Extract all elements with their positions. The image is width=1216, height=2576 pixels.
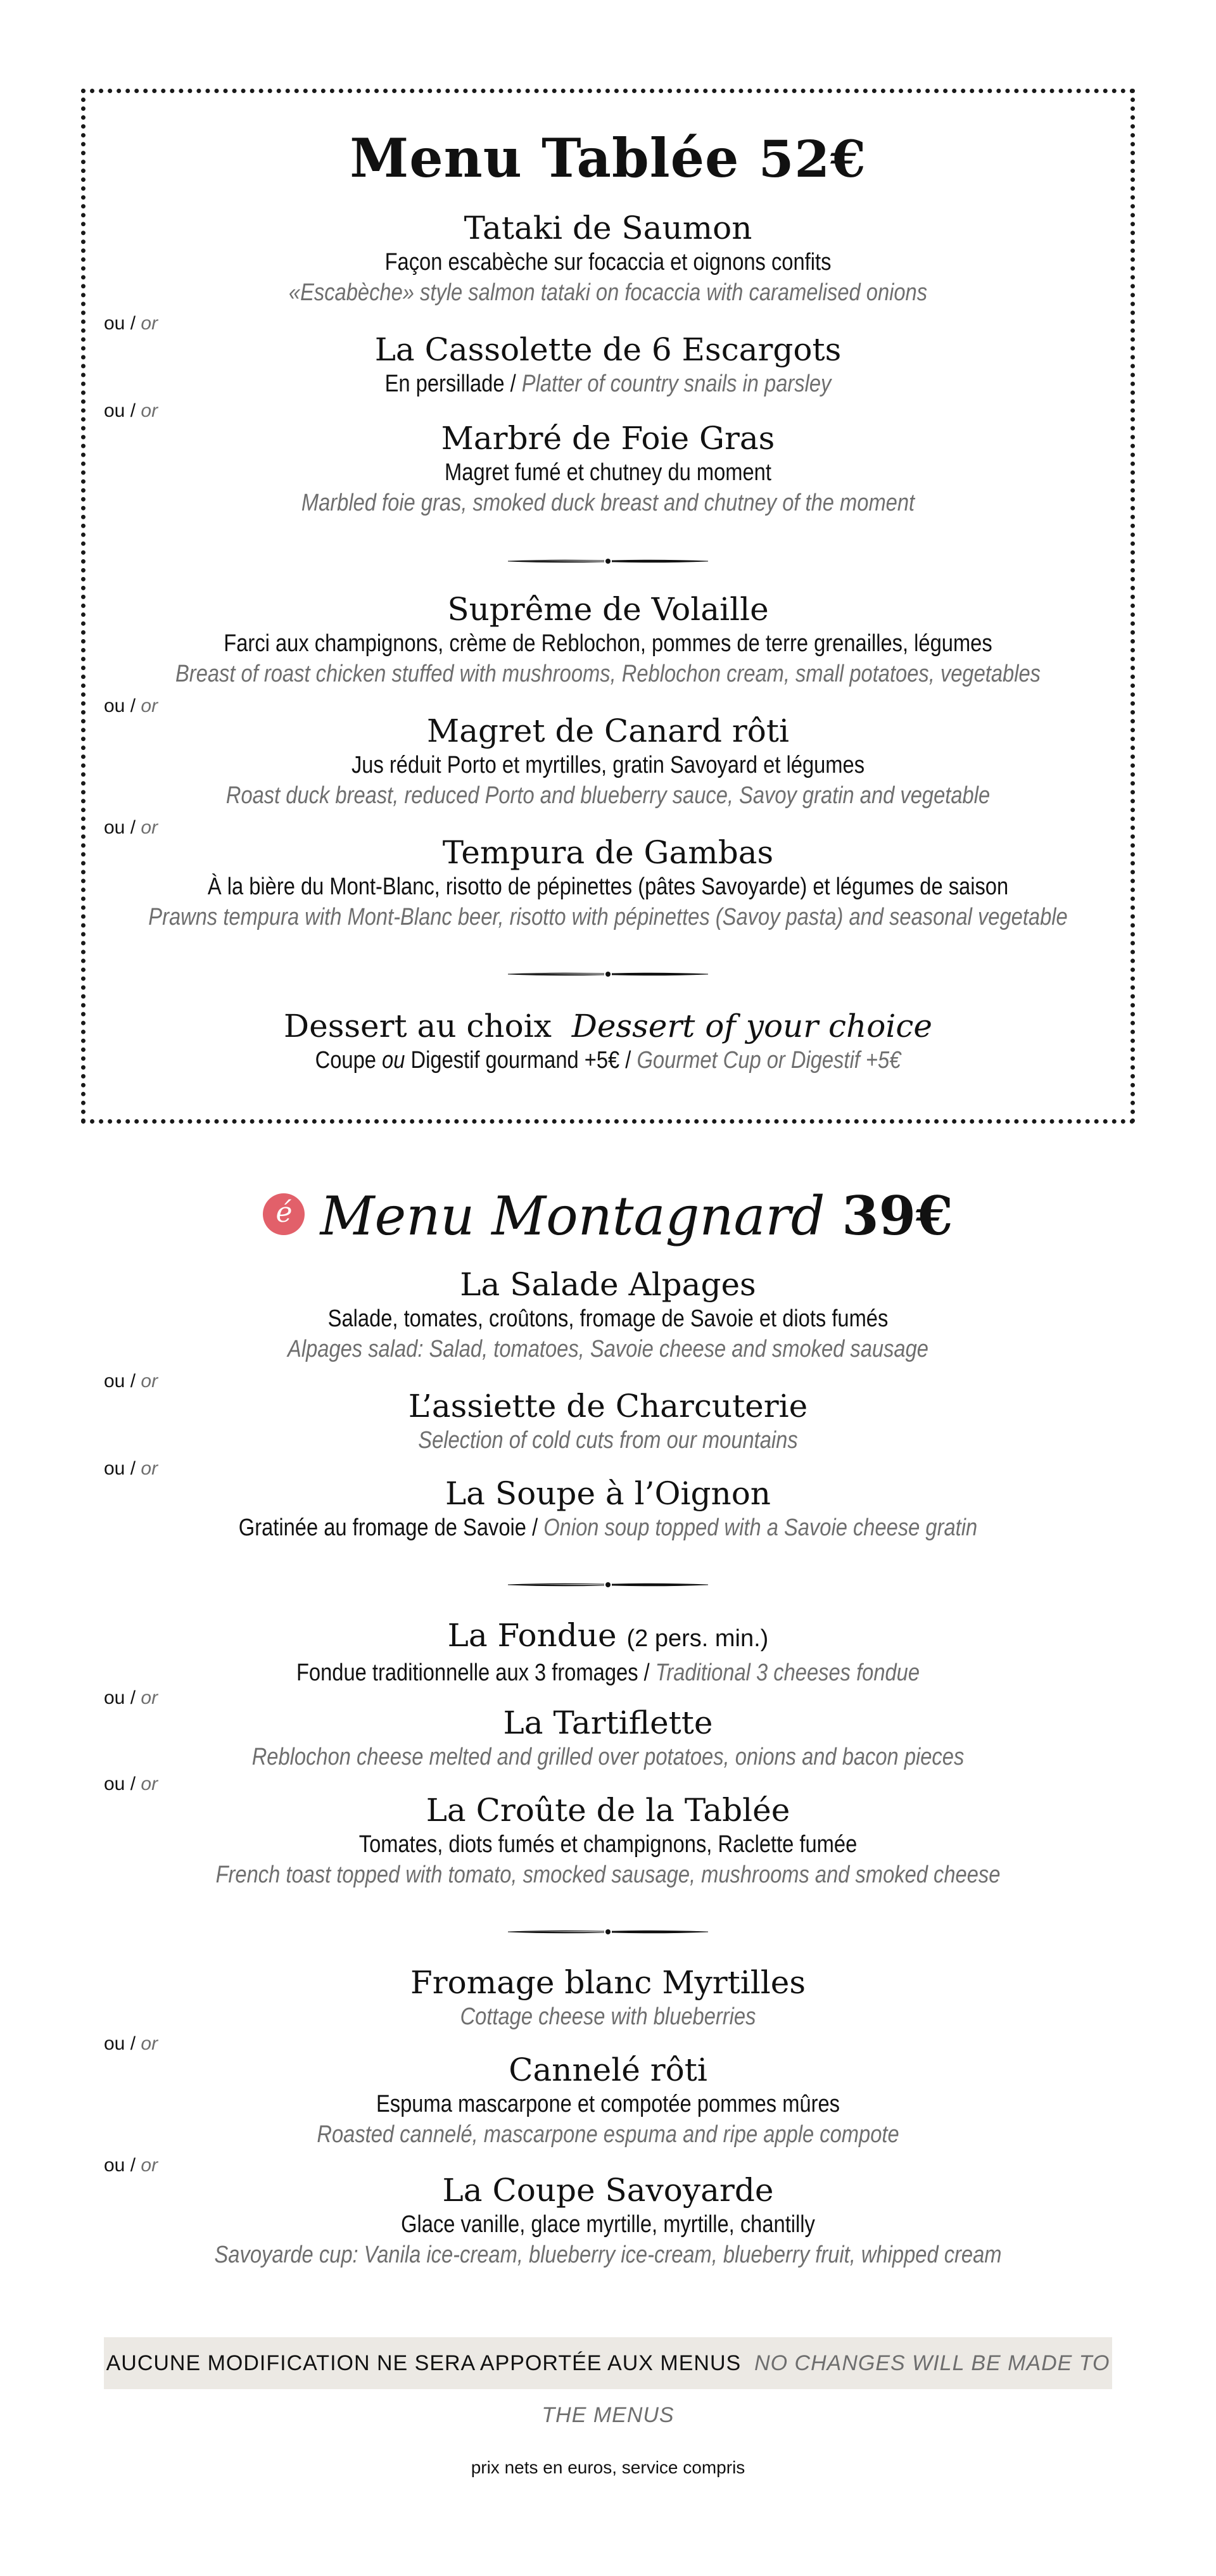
dish-description-fr: Façon escabèche sur focaccia et oignons confits [384,249,832,276]
dish-description: Gratinée au fromage de Savoie / Onion soup topped with a Savoie cheese gratin [238,1514,978,1541]
menu-montagnard-title: Menu Montagnard [320,1185,825,1247]
dish-description-fr: Magret fumé et chutney du moment [445,459,771,486]
dish-description: Fondue traditionnelle aux 3 fromages / Traditional 3 cheeses fondue [296,1659,920,1686]
dish-magret-canard [0,712,1216,811]
or-label: ou / or [104,695,158,716]
dish-description-en: Roast duck breast, reduced Porto and blueberry sauce, Savoy gratin and vegetable [225,782,991,809]
dish-description-fr: Espuma mascarpone et compotée pommes mûres [376,2091,840,2117]
divider-ornament [507,1926,709,1938]
dish-salade-alpages [0,1266,1216,1364]
dish-tartiflette [0,1704,1216,1772]
dish-description-en: Cottage cheese with blueberries [460,2003,756,2030]
e-badge-icon: é [263,1193,305,1235]
dish-description-en: Roasted cannelé, mascarpone espuma and ripe apple compote [317,2121,899,2148]
dish-soupe-oignon [0,1475,1216,1543]
dish-description-fr: Glace vanille, glace myrtille, myrtille, chantilly [401,2211,815,2238]
dish-name: La Cassolette de 6 Escargots [374,331,842,368]
dish-name: Magret de Canard rôti [427,713,789,749]
menu-tablee-price: 52€ [758,129,866,189]
dish-name: La Salade Alpages [460,1266,756,1303]
dish-description-fr: Jus réduit Porto et myrtilles, gratin Savoyard et légumes [351,752,865,778]
menu-montagnard-heading [0,1184,1216,1248]
dish-name: Fromage blanc Myrtilles [410,1964,806,2001]
dish-cannele [0,2051,1216,2150]
dish-tempura-gambas [0,834,1216,932]
dish-name: La Fondue (2 pers. min.) [447,1617,769,1654]
menu-tablee-heading [0,127,1216,191]
dish-name: Cannelé rôti [509,2052,707,2088]
dish-name: La Tartiflette [503,1704,713,1741]
dish-description-en: «Escabèche» style salmon tataki on focaccia with caramelised onions [288,279,928,306]
dessert-description: Coupe ou Digestif gourmand +5€ / Gourmet Cup or Digestif +5€ [315,1047,901,1074]
dish-name: Suprême de Volaille [447,591,769,628]
dish-description-fr: À la bière du Mont-Blanc, risotto de pépinettes (pâtes Savoyarde) et légumes de saison [207,873,1009,900]
dish-fondue [0,1616,1216,1688]
dish-description-fr: Farci aux champignons, crème de Reblochon, pommes de terre grenailles, légumes [224,630,992,657]
menu-montagnard-price: 39€ [842,1184,953,1247]
or-label: ou / or [104,2033,158,2054]
dish-croute-tablee [0,1791,1216,1890]
dish-description-en: Breast of roast chicken stuffed with mushrooms, Reblochon cream, small potatoes, vegetables [175,661,1041,687]
no-changes-notice: AUCUNE MODIFICATION NE SERA APPORTÉE AUX MENUS NO CHANGES WILL BE MADE TO THE MENUS [104,2337,1112,2389]
dish-name: Tataki de Saumon [464,210,752,246]
or-label: ou / or [104,400,158,421]
dessert-title: Dessert au choix Dessert of your choice [284,1008,932,1044]
dish-name: Tempura de Gambas [442,834,774,871]
dish-escargots [0,331,1216,399]
dish-description: En persillade / Platter of country snails in parsley [384,371,832,397]
or-label: ou / or [104,1687,158,1708]
dish-foie-gras [0,419,1216,518]
dish-name: La Soupe à l’Oignon [445,1475,771,1512]
dish-description-en: Selection of cold cuts from our mountains [418,1427,798,1454]
divider-ornament [507,555,709,568]
dish-description-fr: Tomates, diots fumés et champignons, Raclette fumée [358,1831,858,1858]
dish-description-en: Prawns tempura with Mont-Blanc beer, risotto with pépinettes (Savoy pasta) and seasonal vegetable [148,904,1068,930]
menu-tablee-title: Menu Tablée [350,127,740,189]
dish-supreme-volaille [0,590,1216,689]
dish-description-en: Marbled foie gras, smoked duck breast and chutney of the moment [301,490,915,516]
or-label: ou / or [104,1371,158,1392]
dish-charcuterie [0,1387,1216,1456]
or-label: ou / or [104,1773,158,1794]
footer-note: prix nets en euros, service compris [471,2458,745,2477]
or-label: ou / or [104,1458,158,1479]
or-label: ou / or [104,2155,158,2176]
dish-description-en: Alpages salad: Salad, tomatoes, Savoie cheese and smoked sausage [288,1336,928,1362]
dish-description-fr: Salade, tomates, croûtons, fromage de Savoie et diots fumés [327,1305,889,1332]
or-label: ou / or [104,817,158,838]
dish-fromage-blanc [0,1964,1216,2032]
dish-name: Marbré de Foie Gras [441,420,775,457]
dish-name: La Coupe Savoyarde [442,2172,774,2209]
dish-description-en: Reblochon cheese melted and grilled over potatoes, onions and bacon pieces [251,1744,965,1770]
dish-name: La Croûte de la Tablée [426,1792,790,1829]
or-label: ou / or [104,313,158,334]
dish-coupe-savoyarde [0,2171,1216,2270]
divider-ornament [507,1578,709,1591]
divider-ornament [507,968,709,980]
dish-name: L’assiette de Charcuterie [408,1388,808,1424]
dish-description-en: French toast topped with tomato, smocked sausage, mushrooms and smoked cheese [215,1862,1001,1888]
dessert-choice [0,1007,1216,1075]
dish-tataki [0,209,1216,308]
dish-description-en: Savoyarde cup: Vanila ice-cream, blueberry ice-cream, blueberry fruit, whipped cream [214,2242,1002,2268]
